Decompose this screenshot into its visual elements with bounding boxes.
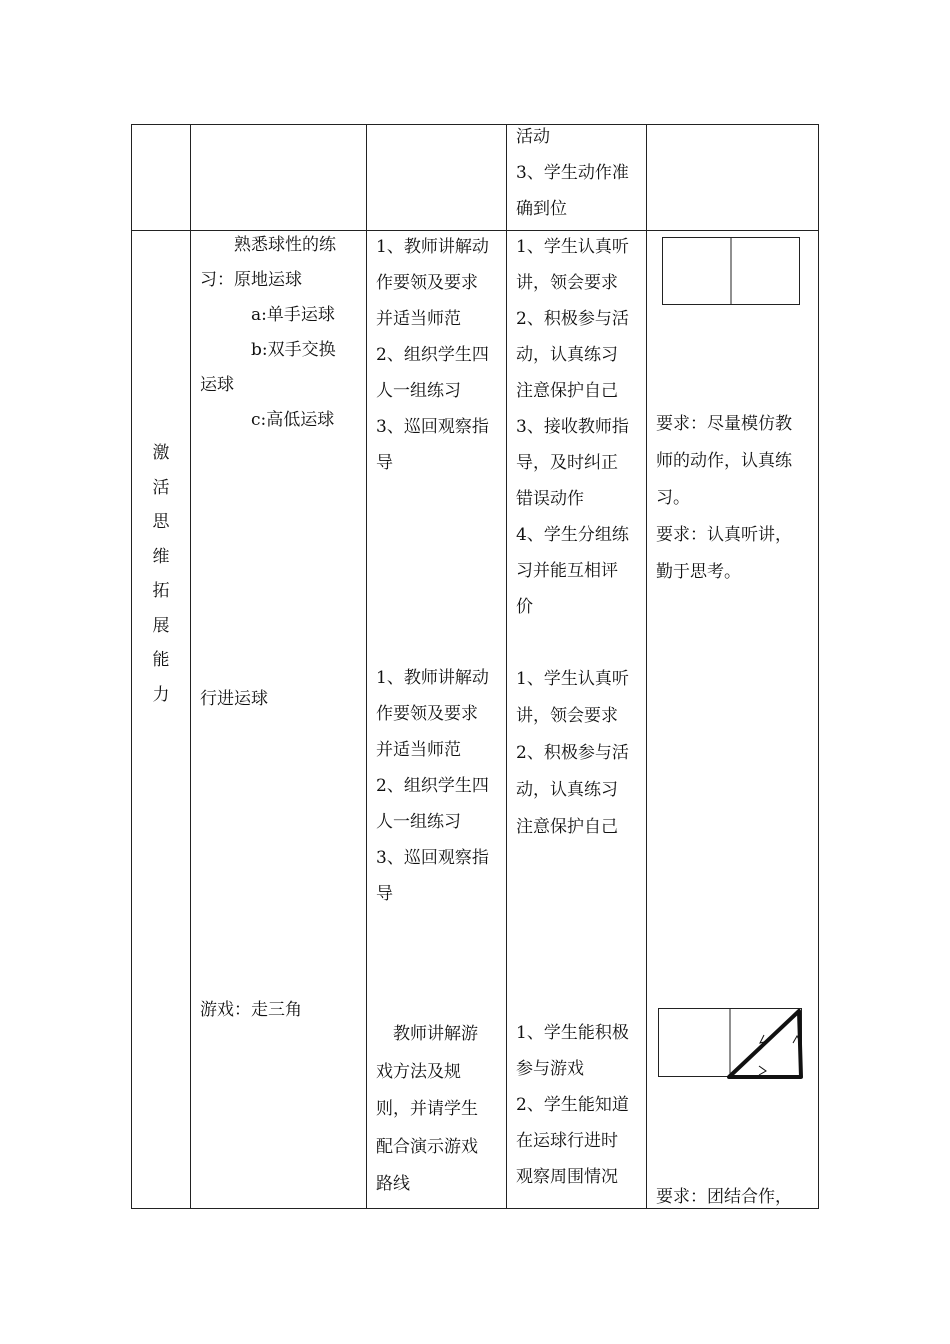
section-char: 力 <box>152 684 170 705</box>
teacher-activity-b: 1、教师讲解动 作要领及要求 并适当师范 2、组织学生四 人一组练习 3、巡回观察指 导 <box>376 668 489 904</box>
requirement-a: 要求：尽量模仿教 师的动作，认真练 习。 要求：认真听讲， 勤于思考。 <box>656 414 792 582</box>
column-divider <box>646 124 647 1209</box>
teacher-activity-c: 教师讲解游 戏方法及规 则，并请学生 配合演示游戏 路线 <box>376 1024 478 1194</box>
route-arrow <box>759 1066 766 1075</box>
table-right-border <box>818 124 819 1209</box>
requirement-c: 要求：团结合作， <box>656 1187 792 1207</box>
table-left-border <box>131 124 132 1209</box>
triangle-route-diagram <box>656 1005 808 1083</box>
teacher-activity-a: 1、教师讲解动 作要领及要求 并适当师范 2、组织学生四 人一组练习 3、巡回观察指 导 <box>376 237 489 473</box>
content-dribble-in-place: 熟悉球性的练 习：原地运球 a:单手运球 b:双手交换 运球 c:高低运球 <box>200 235 336 430</box>
row1-student-text: 活动 3、学生动作准 确到位 <box>516 127 629 219</box>
column-divider <box>506 124 507 1209</box>
section-char: 思 <box>152 512 170 532</box>
column-divider <box>190 124 191 1209</box>
table-top-border <box>131 124 819 125</box>
section-char: 展 <box>152 615 170 636</box>
court-diagram <box>660 235 804 309</box>
student-activity-b: 1、学生认真听 讲，领会要求 2、积极参与活 动，认真练习 注意保护自己 <box>516 669 629 837</box>
content-moving-dribble: 行进运球 <box>200 689 268 709</box>
section-char: 能 <box>152 650 170 670</box>
column-divider <box>366 124 367 1209</box>
content-game: 游戏：走三角 <box>200 1000 302 1020</box>
student-activity-c: 1、学生能积极 参与游戏 2、学生能知道 在运球行进时 观察周围情况 <box>516 1023 629 1187</box>
triangle-route <box>729 1011 801 1077</box>
section-label <box>149 436 173 712</box>
student-activity-a: 1、学生认真听 讲，领会要求 2、积极参与活 动，认真练习 注意保护自己 3、接收教师指 导，及时纠正 错误动作 4、学生分组练 习并能互相评 价 <box>516 237 629 617</box>
section-char: 维 <box>152 546 170 567</box>
section-char: 活 <box>152 477 170 498</box>
section-char: 激 <box>152 443 170 463</box>
section-char: 拓 <box>152 581 170 601</box>
